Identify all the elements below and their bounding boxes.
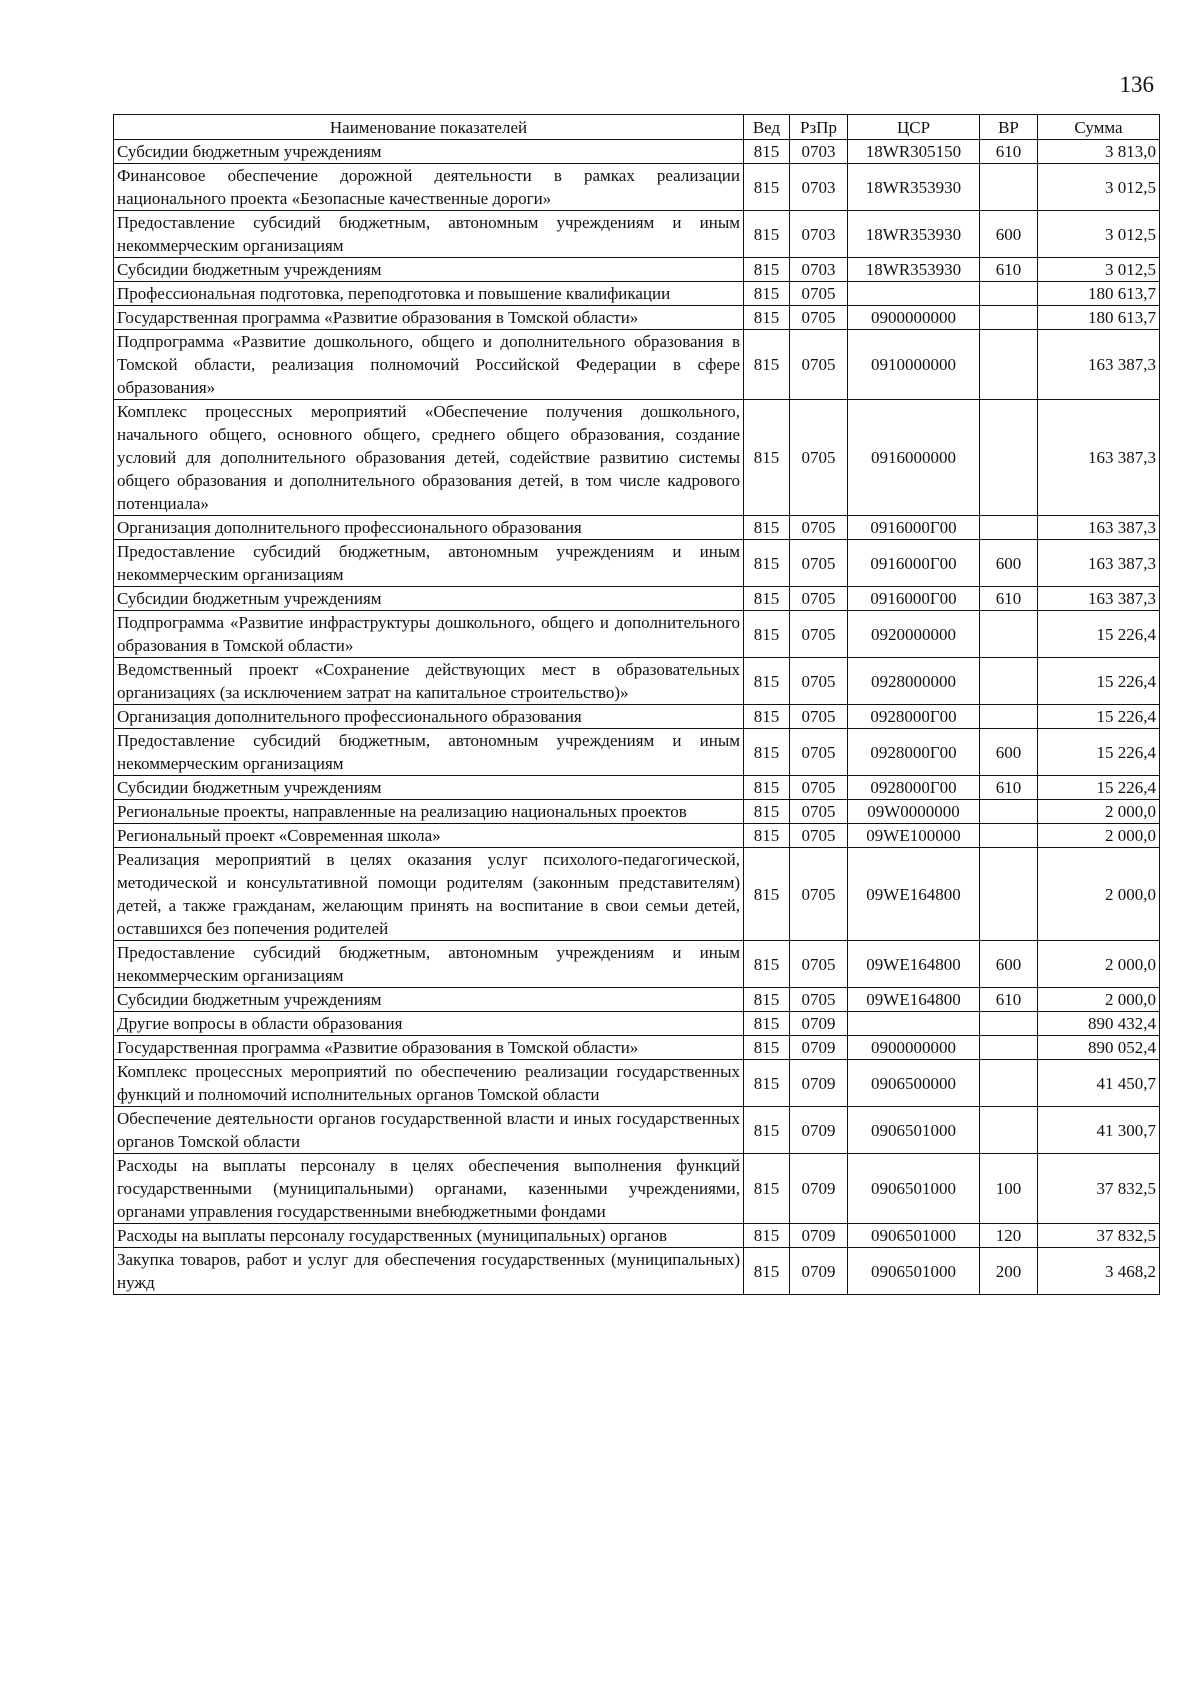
cell-rzpr: 0709 (790, 1224, 848, 1248)
cell-rzpr: 0705 (790, 800, 848, 824)
cell-csr (848, 1012, 980, 1036)
cell-sum: 2 000,0 (1038, 800, 1160, 824)
page-number: 136 (1119, 72, 1154, 97)
cell-ved: 815 (744, 587, 790, 611)
cell-vr: 600 (980, 540, 1038, 587)
cell-ved: 815 (744, 330, 790, 400)
cell-rzpr: 0705 (790, 400, 848, 516)
cell-rzpr: 0705 (790, 282, 848, 306)
cell-csr: 18WR305150 (848, 140, 980, 164)
cell-sum: 163 387,3 (1038, 400, 1160, 516)
table-row (114, 211, 1160, 258)
table-row (114, 400, 1160, 516)
table-row (114, 140, 1160, 164)
cell-sum: 3 012,5 (1038, 211, 1160, 258)
cell-sum: 3 813,0 (1038, 140, 1160, 164)
cell-name: Расходы на выплаты персоналу государственных (муниципальных) органов (114, 1224, 744, 1248)
cell-name: Субсидии бюджетным учреждениям (114, 587, 744, 611)
cell-vr (980, 848, 1038, 941)
table-row (114, 258, 1160, 282)
table-row (114, 611, 1160, 658)
cell-name: Субсидии бюджетным учреждениям (114, 140, 744, 164)
cell-rzpr: 0703 (790, 211, 848, 258)
cell-name: Региональные проекты, направленные на реализацию национальных проектов (114, 800, 744, 824)
cell-sum: 890 432,4 (1038, 1012, 1160, 1036)
cell-ved: 815 (744, 540, 790, 587)
cell-sum: 15 226,4 (1038, 776, 1160, 800)
cell-vr (980, 330, 1038, 400)
cell-ved: 815 (744, 516, 790, 540)
cell-sum: 2 000,0 (1038, 988, 1160, 1012)
cell-csr (848, 282, 980, 306)
cell-csr: 18WR353930 (848, 211, 980, 258)
cell-csr: 0928000Г00 (848, 776, 980, 800)
cell-name: Подпрограмма «Развитие инфраструктуры дошкольного, общего и дополнительного образования в Томской области» (114, 611, 744, 658)
cell-rzpr: 0709 (790, 1154, 848, 1224)
cell-rzpr: 0703 (790, 164, 848, 211)
cell-vr: 600 (980, 211, 1038, 258)
table-row (114, 1036, 1160, 1060)
cell-rzpr: 0705 (790, 516, 848, 540)
cell-rzpr: 0705 (790, 587, 848, 611)
cell-vr (980, 611, 1038, 658)
cell-csr: 0928000Г00 (848, 705, 980, 729)
cell-csr: 09WE100000 (848, 824, 980, 848)
cell-sum: 15 226,4 (1038, 611, 1160, 658)
table-row (114, 658, 1160, 705)
cell-rzpr: 0705 (790, 306, 848, 330)
cell-name: Предоставление субсидий бюджетным, автономным учреждениям и иным некоммерческим организациям (114, 729, 744, 776)
table-row (114, 1248, 1160, 1295)
cell-csr: 09W0000000 (848, 800, 980, 824)
cell-csr: 0906500000 (848, 1060, 980, 1107)
column-header-csr: ЦСР (848, 115, 980, 140)
cell-sum: 15 226,4 (1038, 705, 1160, 729)
cell-name: Профессиональная подготовка, переподготовка и повышение квалификации (114, 282, 744, 306)
cell-ved: 815 (744, 611, 790, 658)
budget-table (113, 114, 1160, 1295)
cell-csr: 0916000Г00 (848, 587, 980, 611)
cell-name: Государственная программа «Развитие образования в Томской области» (114, 1036, 744, 1060)
table-row (114, 282, 1160, 306)
cell-sum: 2 000,0 (1038, 941, 1160, 988)
table-row (114, 705, 1160, 729)
cell-rzpr: 0703 (790, 140, 848, 164)
cell-rzpr: 0709 (790, 1107, 848, 1154)
cell-vr (980, 164, 1038, 211)
table-row (114, 1060, 1160, 1107)
table-row (114, 516, 1160, 540)
cell-ved: 815 (744, 282, 790, 306)
cell-ved: 815 (744, 1154, 790, 1224)
table-row (114, 729, 1160, 776)
cell-vr (980, 1036, 1038, 1060)
cell-name: Финансовое обеспечение дорожной деятельности в рамках реализации национального проекта «Безопасные качественные дороги» (114, 164, 744, 211)
cell-name: Государственная программа «Развитие образования в Томской области» (114, 306, 744, 330)
cell-vr: 600 (980, 729, 1038, 776)
cell-rzpr: 0709 (790, 1036, 848, 1060)
cell-rzpr: 0709 (790, 1248, 848, 1295)
cell-csr: 0900000000 (848, 1036, 980, 1060)
table-row (114, 306, 1160, 330)
cell-ved: 815 (744, 400, 790, 516)
cell-rzpr: 0705 (790, 705, 848, 729)
table-row (114, 824, 1160, 848)
cell-vr: 120 (980, 1224, 1038, 1248)
cell-rzpr: 0705 (790, 941, 848, 988)
cell-name: Организация дополнительного профессионального образования (114, 516, 744, 540)
cell-sum: 163 387,3 (1038, 516, 1160, 540)
cell-name: Предоставление субсидий бюджетным, автономным учреждениям и иным некоммерческим организациям (114, 211, 744, 258)
cell-ved: 815 (744, 140, 790, 164)
cell-csr: 0916000000 (848, 400, 980, 516)
table-row (114, 1012, 1160, 1036)
cell-sum: 15 226,4 (1038, 729, 1160, 776)
cell-vr (980, 306, 1038, 330)
cell-ved: 815 (744, 1012, 790, 1036)
cell-ved: 815 (744, 1248, 790, 1295)
cell-vr: 610 (980, 988, 1038, 1012)
cell-sum: 37 832,5 (1038, 1224, 1160, 1248)
cell-csr: 0916000Г00 (848, 516, 980, 540)
cell-name: Другие вопросы в области образования (114, 1012, 744, 1036)
cell-sum: 163 387,3 (1038, 587, 1160, 611)
table-row (114, 164, 1160, 211)
cell-rzpr: 0709 (790, 1012, 848, 1036)
cell-name: Комплекс процессных мероприятий «Обеспечение получения дошкольного, начального общего, основного общего, среднего общего образования, создание условий для дополнительного образования детей, содействие развитию системы общего образования и дополнительного образования детей, в том числе кадрового потенциала» (114, 400, 744, 516)
cell-sum: 41 300,7 (1038, 1107, 1160, 1154)
cell-ved: 815 (744, 164, 790, 211)
cell-vr (980, 824, 1038, 848)
cell-sum: 2 000,0 (1038, 848, 1160, 941)
cell-csr: 0900000000 (848, 306, 980, 330)
cell-sum: 3 012,5 (1038, 164, 1160, 211)
cell-ved: 815 (744, 1224, 790, 1248)
cell-name: Региональный проект «Современная школа» (114, 824, 744, 848)
cell-rzpr: 0705 (790, 729, 848, 776)
cell-rzpr: 0705 (790, 988, 848, 1012)
table-row (114, 1154, 1160, 1224)
header-row (114, 115, 1160, 140)
cell-csr: 0906501000 (848, 1154, 980, 1224)
cell-sum: 37 832,5 (1038, 1154, 1160, 1224)
cell-sum: 2 000,0 (1038, 824, 1160, 848)
cell-ved: 815 (744, 941, 790, 988)
table-row (114, 1107, 1160, 1154)
cell-name: Закупка товаров, работ и услуг для обеспечения государственных (муниципальных) нужд (114, 1248, 744, 1295)
cell-ved: 815 (744, 258, 790, 282)
cell-vr (980, 1060, 1038, 1107)
cell-sum: 3 468,2 (1038, 1248, 1160, 1295)
table-row (114, 800, 1160, 824)
cell-vr (980, 705, 1038, 729)
cell-csr: 0916000Г00 (848, 540, 980, 587)
cell-sum: 163 387,3 (1038, 330, 1160, 400)
cell-ved: 815 (744, 1060, 790, 1107)
cell-name: Комплекс процессных мероприятий по обеспечению реализации государственных функций и полномочий исполнительных органов Томской области (114, 1060, 744, 1107)
cell-csr: 09WE164800 (848, 941, 980, 988)
cell-rzpr: 0703 (790, 258, 848, 282)
cell-vr (980, 282, 1038, 306)
cell-vr: 100 (980, 1154, 1038, 1224)
cell-csr: 0910000000 (848, 330, 980, 400)
cell-name: Субсидии бюджетным учреждениям (114, 258, 744, 282)
cell-ved: 815 (744, 211, 790, 258)
cell-csr: 18WR353930 (848, 164, 980, 211)
cell-name: Подпрограмма «Развитие дошкольного, общего и дополнительного образования в Томской области, реализация полномочий Российской Федерации в сфере образования» (114, 330, 744, 400)
cell-name: Расходы на выплаты персоналу в целях обеспечения выполнения функций государственными (муниципальными) органами, казенными учреждениями, органами управления государственными внебюджетными фондами (114, 1154, 744, 1224)
cell-name: Предоставление субсидий бюджетным, автономным учреждениям и иным некоммерческим организациям (114, 540, 744, 587)
cell-vr (980, 1107, 1038, 1154)
cell-vr (980, 658, 1038, 705)
cell-ved: 815 (744, 824, 790, 848)
table-row (114, 540, 1160, 587)
cell-vr (980, 516, 1038, 540)
cell-sum: 180 613,7 (1038, 306, 1160, 330)
cell-name: Субсидии бюджетным учреждениям (114, 988, 744, 1012)
cell-name: Субсидии бюджетным учреждениям (114, 776, 744, 800)
column-header-rzpr: РзПр (790, 115, 848, 140)
cell-ved: 815 (744, 800, 790, 824)
column-header-sum: Сумма (1038, 115, 1160, 140)
cell-sum: 3 012,5 (1038, 258, 1160, 282)
cell-name: Организация дополнительного профессионального образования (114, 705, 744, 729)
cell-ved: 815 (744, 705, 790, 729)
column-header-name: Наименование показателей (114, 115, 744, 140)
table-row (114, 848, 1160, 941)
cell-vr (980, 800, 1038, 824)
cell-vr: 600 (980, 941, 1038, 988)
cell-name: Обеспечение деятельности органов государственной власти и иных государственных органов Томской области (114, 1107, 744, 1154)
cell-ved: 815 (744, 306, 790, 330)
cell-vr: 610 (980, 258, 1038, 282)
cell-name: Реализация мероприятий в целях оказания услуг психолого-педагогической, методической и консультативной помощи родителям (законным представителям) детей, а также гражданам, желающим принять на воспитание в свои семьи детей, оставшихся без попечения родителей (114, 848, 744, 941)
column-header-ved: Вед (744, 115, 790, 140)
cell-csr: 09WE164800 (848, 848, 980, 941)
cell-vr: 200 (980, 1248, 1038, 1295)
cell-csr: 09WE164800 (848, 988, 980, 1012)
cell-ved: 815 (744, 729, 790, 776)
cell-csr: 0928000Г00 (848, 729, 980, 776)
cell-name: Ведомственный проект «Сохранение действующих мест в образовательных организациях (за исключением затрат на капитальное строительство)» (114, 658, 744, 705)
cell-vr (980, 400, 1038, 516)
cell-csr: 0906501000 (848, 1224, 980, 1248)
cell-rzpr: 0705 (790, 330, 848, 400)
cell-csr: 0928000000 (848, 658, 980, 705)
cell-rzpr: 0709 (790, 1060, 848, 1107)
cell-name: Предоставление субсидий бюджетным, автономным учреждениям и иным некоммерческим организациям (114, 941, 744, 988)
cell-vr (980, 1012, 1038, 1036)
cell-ved: 815 (744, 1036, 790, 1060)
cell-sum: 180 613,7 (1038, 282, 1160, 306)
cell-sum: 890 052,4 (1038, 1036, 1160, 1060)
table-row (114, 941, 1160, 988)
cell-ved: 815 (744, 988, 790, 1012)
column-header-vr: ВР (980, 115, 1038, 140)
table-row (114, 988, 1160, 1012)
cell-rzpr: 0705 (790, 824, 848, 848)
cell-csr: 0906501000 (848, 1107, 980, 1154)
cell-vr: 610 (980, 140, 1038, 164)
table-row (114, 587, 1160, 611)
cell-ved: 815 (744, 848, 790, 941)
table-row (114, 776, 1160, 800)
cell-sum: 163 387,3 (1038, 540, 1160, 587)
cell-ved: 815 (744, 1107, 790, 1154)
cell-rzpr: 0705 (790, 611, 848, 658)
cell-csr: 0906501000 (848, 1248, 980, 1295)
cell-rzpr: 0705 (790, 540, 848, 587)
cell-rzpr: 0705 (790, 848, 848, 941)
cell-sum: 15 226,4 (1038, 658, 1160, 705)
cell-rzpr: 0705 (790, 658, 848, 705)
cell-ved: 815 (744, 658, 790, 705)
cell-rzpr: 0705 (790, 776, 848, 800)
table-row (114, 330, 1160, 400)
cell-vr: 610 (980, 587, 1038, 611)
cell-csr: 18WR353930 (848, 258, 980, 282)
cell-ved: 815 (744, 776, 790, 800)
table-row (114, 1224, 1160, 1248)
cell-csr: 0920000000 (848, 611, 980, 658)
cell-vr: 610 (980, 776, 1038, 800)
cell-sum: 41 450,7 (1038, 1060, 1160, 1107)
